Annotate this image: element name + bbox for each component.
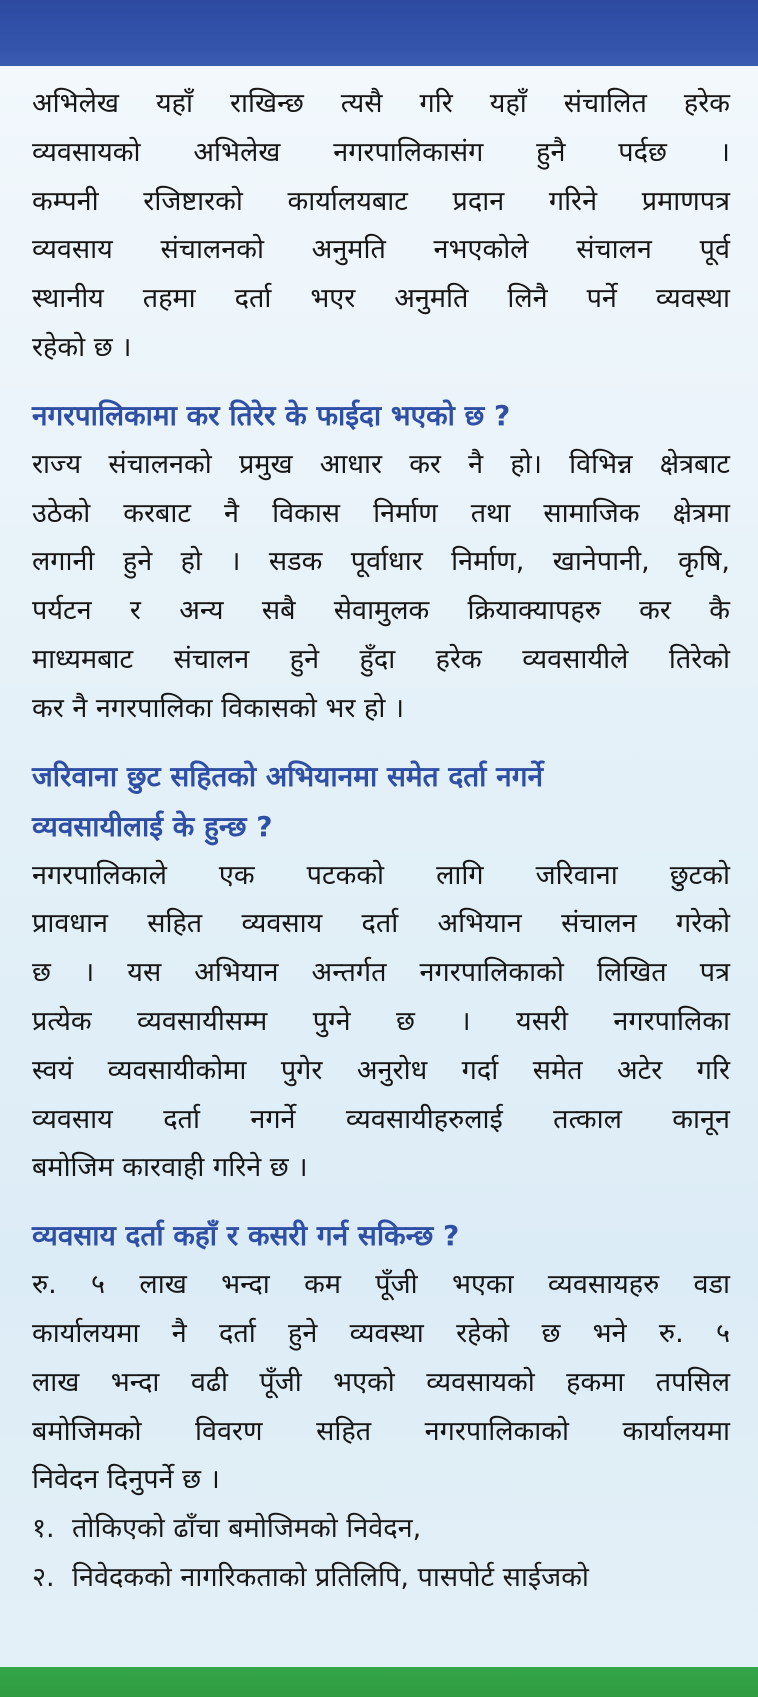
body-line: पर्यटन र अन्य सबै सेवामुलक क्रियाक्यापहरु कर कै (32, 595, 730, 627)
body-line: बमोजिमको विवरण सहित नगरपालिकाको कार्यालयमा (32, 1415, 730, 1447)
requirements-list (32, 1505, 730, 1603)
section-paragraph-penalty (32, 852, 730, 1194)
intro-line: व्यवसाय संचालनको अनुमति नभएकोले संचालन पूर्व (32, 234, 730, 266)
intro-line: रहेको छ । (32, 331, 132, 363)
top-color-band (0, 0, 758, 66)
section-heading-tax-benefit (32, 391, 730, 441)
heading-line: जरिवाना छुट सहितको अभियानमा समेत दर्ता नगर्ने (32, 759, 543, 793)
list-text: निवेदकको नागरिकताको प्रतिलिपि, पासपोर्ट साईजको (72, 1561, 589, 1593)
body-line: राज्य संचालनको प्रमुख आधार कर नै हो। विभिन्न क्षेत्रबाट (32, 448, 730, 480)
body-line: स्वयं व्यवसायीकोमा पुगेर अनुरोध गर्दा समेत अटेर गरि (32, 1054, 730, 1086)
section-paragraph-tax-benefit (32, 441, 730, 734)
body-line: कार्यालयमा नै दर्ता हुने व्यवस्था रहेको छ भने रु. ५ (32, 1317, 730, 1349)
list-item (32, 1505, 730, 1554)
body-line: कर नै नगरपालिका विकासको भर हो । (32, 692, 405, 724)
body-line: लाख भन्दा वढी पूँजी भएको व्यवसायको हकमा तपसिल (32, 1366, 730, 1398)
intro-line: कम्पनी रजिष्टारको कार्यालयबाट प्रदान गरिने प्रमाणपत्र (32, 185, 730, 217)
body-line: माध्यमबाट संचालन हुने हुँदा हरेक व्यवसायीले तिरेको (32, 643, 730, 675)
intro-line: अभिलेख यहाँ राखिन्छ त्यसै गरि यहाँ संचालित हरेक (32, 88, 730, 119)
intro-line: स्थानीय तहमा दर्ता भएर अनुमति लिनै पर्ने व्यवस्था (32, 283, 730, 315)
body-line: रु. ५ लाख भन्दा कम पूँजी भएका व्यवसायहरु वडा (32, 1269, 730, 1301)
body-line: उठेको करबाट नै विकास निर्माण तथा सामाजिक क्षेत्रमा (32, 497, 730, 529)
list-text: तोकिएको ढाँचा बमोजिमको निवेदन, (72, 1513, 422, 1545)
intro-paragraph (32, 80, 730, 373)
section-paragraph-registration (32, 1261, 730, 1505)
heading-line: व्यवसाय दर्ता कहाँ र कसरी गर्न सकिन्छ ? (32, 1219, 460, 1253)
list-number: २. (32, 1561, 55, 1593)
body-line: प्रावधान सहित व्यवसाय दर्ता अभियान संचालन गरेको (32, 908, 730, 940)
body-line: प्रत्येक व्यवसायीसम्म पुग्ने छ । यसरी नगरपालिका (32, 1005, 730, 1037)
body-line: लगानी हुने हो । सडक पूर्वाधार निर्माण, खानेपानी, कृषि, (32, 546, 730, 578)
list-number: १. (32, 1513, 55, 1545)
body-line: नगरपालिकाले एक पटकको लागि जरिवाना छुटको (32, 859, 730, 891)
heading-line: व्यवसायीलाई के हुन्छ ? (32, 809, 273, 843)
document-body (32, 80, 730, 1603)
heading-line: नगरपालिकामा कर तिरेर के फाईदा भएको छ ? (32, 398, 511, 432)
body-line: व्यवसाय दर्ता नगर्ने व्यवसायीहरुलाई तत्काल कानून (32, 1103, 730, 1135)
body-line: बमोजिम कारवाही गरिने छ । (32, 1152, 308, 1184)
body-line: निवेदन दिनुपर्ने छ । (32, 1464, 220, 1496)
section-heading-penalty (32, 752, 730, 852)
section-heading-registration (32, 1211, 730, 1261)
body-line: छ । यस अभियान अन्तर्गत नगरपालिकाको लिखित पत्र (32, 957, 730, 989)
list-item (32, 1554, 730, 1603)
bottom-color-band (0, 1667, 758, 1697)
intro-line: व्यवसायको अभिलेख नगरपालिकासंग हुनै पर्दछ । (32, 136, 730, 168)
